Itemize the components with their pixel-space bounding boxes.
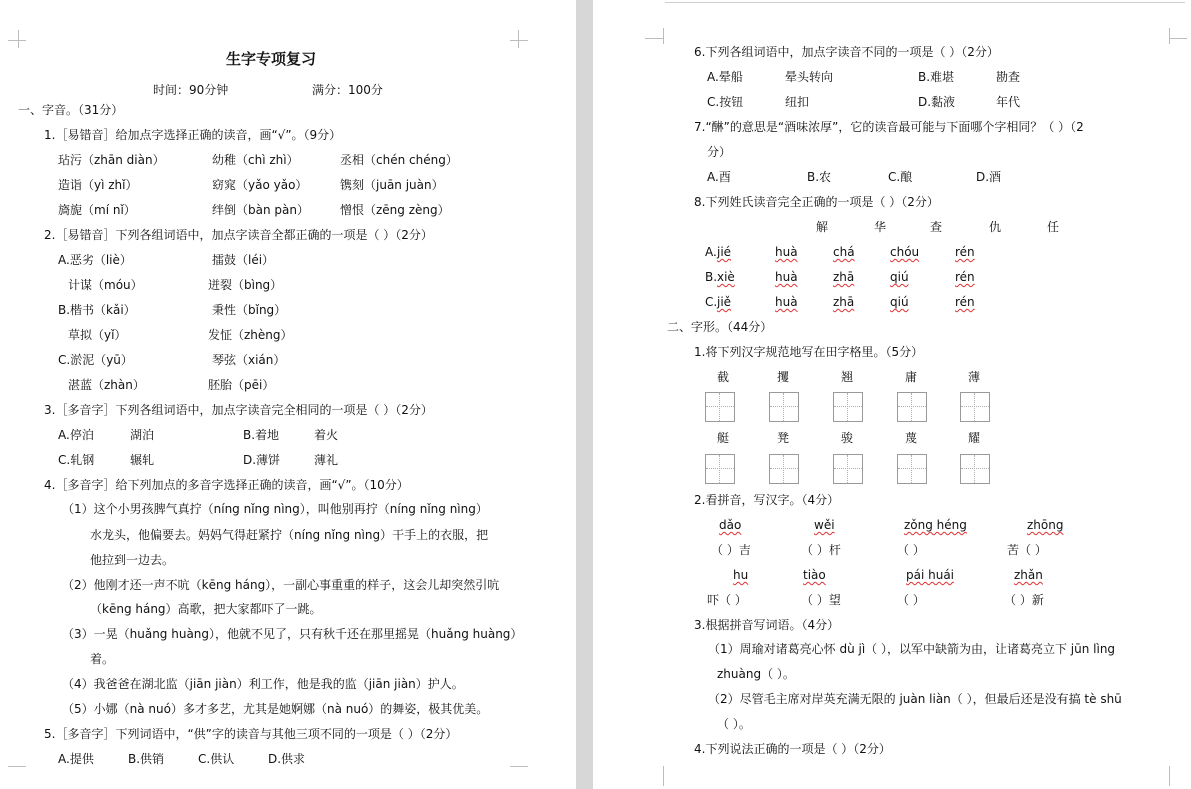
option-text: B.着地 — [243, 428, 280, 442]
copy-char: 耀 — [968, 431, 981, 445]
pinyin-option: rén — [955, 295, 975, 309]
question-stem: 2.看拼音，写汉字。（4分） — [694, 493, 840, 507]
passage-line: （1）周瑜对诸葛亮心怀 dù jì（ ），以军中缺箭为由，让诸葛亮立下 jūn lìng — [708, 642, 1116, 656]
option-text: A.提供 — [58, 752, 94, 766]
writing-grid-box[interactable] — [897, 392, 927, 422]
pinyin-option: chóu — [890, 245, 920, 259]
writing-grid-box[interactable] — [769, 392, 799, 422]
question-stem: 4.［多音字］给下列加点的多音字选择正确的读音，画“√”。（10分） — [44, 478, 409, 492]
pinyin-option: huà — [775, 295, 798, 309]
crop-mark — [510, 30, 528, 41]
copy-char: 薄 — [968, 370, 981, 384]
answer-blank[interactable]: （ ）吉 — [711, 543, 751, 557]
copy-char: 庸 — [905, 370, 918, 384]
passage-line: （3）一晃（huǎng huàng），他就不见了，只有秋千还在那里摇晃（huǎng huàng） — [62, 627, 523, 641]
option-text: A.酉 — [707, 170, 731, 184]
crop-mark — [1169, 766, 1180, 786]
option-text: 琴弦（xián） — [212, 353, 286, 367]
question-stem: 4.下列说法正确的一项是（ ）（2分） — [694, 742, 891, 756]
pinyin-choice: 丞相（chén chéng） — [340, 153, 458, 167]
option-text: C.酿 — [888, 170, 913, 184]
page-left — [0, 0, 573, 789]
option-text: C.供认 — [198, 752, 235, 766]
pinyin-option: jié — [717, 245, 732, 259]
option-text: 辗轧 — [130, 453, 155, 467]
copy-char: 攫 — [777, 370, 790, 384]
answer-blank[interactable]: （ ）杆 — [801, 543, 841, 557]
pinyin-choice: 镌刻（juān juàn） — [340, 178, 444, 192]
option-text: 迸裂（bìng） — [208, 278, 283, 292]
question-stem: 1.［易错音］给加点字选择正确的读音，画“√”。（9分） — [44, 128, 342, 142]
section-heading: 二、字形。（44分） — [667, 320, 773, 334]
crop-mark — [8, 766, 26, 777]
option-text: 草拟（yǐ） — [68, 328, 127, 342]
answer-blank[interactable]: 苦（ ） — [1007, 543, 1047, 557]
writing-grid-box[interactable] — [705, 392, 735, 422]
pinyin-option: huà — [775, 245, 798, 259]
option-text: C.按钮 — [707, 95, 744, 109]
writing-grid-box[interactable] — [833, 392, 863, 422]
option-text: C.淤泥（yū） — [58, 353, 133, 367]
writing-grid-box[interactable] — [705, 454, 735, 484]
option-text: 薄礼 — [314, 453, 339, 467]
pinyin-prompt: tiào — [803, 568, 826, 582]
question-stem: 6.下列各组词语中，加点字读音不同的一项是（ ）（2分） — [694, 45, 999, 59]
option-text: 纽扣 — [785, 95, 810, 109]
passage-line: （2）他刚才还一声不吭（kēng háng），一副心事重重的样子，这会儿却突然引吭 — [62, 578, 500, 592]
page-top-rule — [665, 2, 1185, 3]
answer-blank[interactable]: 吓（ ） — [707, 593, 747, 607]
option-text: B.难堪 — [918, 70, 955, 84]
crop-mark — [653, 766, 664, 786]
option-text: D.黏液 — [918, 95, 956, 109]
passage-line: （kēng háng）高歌，把大家都吓了一跳。 — [90, 602, 322, 616]
crop-mark — [1169, 28, 1187, 39]
exam-score: 满分：100分 — [312, 83, 383, 97]
option-text: B.供销 — [128, 752, 165, 766]
exam-time: 时间：90分钟 — [153, 83, 229, 97]
page-right — [593, 0, 1191, 789]
pinyin-prompt: hu — [733, 568, 749, 582]
copy-char: 蔑 — [905, 431, 918, 445]
option-text: B.农 — [807, 170, 832, 184]
option-text: A.恶劣（liè） — [58, 253, 132, 267]
option-text: A.晕船 — [707, 70, 743, 84]
question-stem: 7.“醂”的意思是“酒味浓厚”，它的读音最可能与下面哪个字相同？（ ）（2 — [694, 120, 1084, 134]
pinyin-option: chá — [833, 245, 855, 259]
question-stem: 2.［易错音］下列各组词语中，加点字读音全都正确的一项是（ ）（2分） — [44, 228, 433, 242]
pinyin-option: qiú — [890, 295, 909, 309]
option-text: 晕头转向 — [785, 70, 834, 84]
surname-char: 查 — [930, 220, 943, 234]
surname-char: 解 — [816, 220, 829, 234]
page-gutter — [576, 0, 593, 789]
surname-char: 华 — [874, 220, 887, 234]
option-text: 湖泊 — [130, 428, 155, 442]
pinyin-option: xiè — [717, 270, 735, 284]
pinyin-option: huà — [775, 270, 798, 284]
pinyin-choice: 玷污（zhān diàn） — [58, 153, 165, 167]
option-text: 勘查 — [996, 70, 1021, 84]
crop-mark — [510, 766, 528, 777]
question-stem: 3.［多音字］下列各组词语中，加点字读音完全相同的一项是（ ）（2分） — [44, 403, 433, 417]
question-stem: 5.［多音字］下列词语中，“供”字的读音与其他三项不同的一项是（ ）（2分） — [44, 727, 458, 741]
passage-line: （4）我爸爸在湖北监（jiān jiàn）利工作，他是我的监（jiān jiàn）护人。 — [62, 677, 464, 691]
pinyin-choice: 旖旎（mí nǐ） — [58, 203, 136, 217]
option-text: D.酒 — [976, 170, 1002, 184]
copy-char: 翘 — [841, 370, 854, 384]
pinyin-prompt: wěi — [814, 518, 835, 532]
writing-grid-box[interactable] — [960, 454, 990, 484]
pinyin-option: rén — [955, 270, 975, 284]
copy-char: 凳 — [777, 431, 790, 445]
option-text: A.停泊 — [58, 428, 94, 442]
passage-line: （ ）。 — [717, 717, 751, 731]
passage-line: （5）小娜（nà nuó）多才多艺，尤其是她婀娜（nà nuó）的舞姿，极其优美。 — [62, 702, 489, 716]
passage-line: （2）尽管毛主席对岸英充满无限的 juàn liàn（ ），但最后还是没有搞 tè shū — [708, 692, 1122, 706]
option-text: B.楷书（kǎi） — [58, 303, 136, 317]
option-label: A. — [705, 245, 717, 259]
option-label: C. — [705, 295, 718, 309]
option-label: B. — [705, 270, 718, 284]
pinyin-prompt: dǎo — [719, 518, 742, 532]
page-title: 生字专项复习 — [226, 50, 317, 68]
pinyin-option: jiě — [717, 295, 732, 309]
question-stem: 8.下列姓氏读音完全正确的一项是（ ）（2分） — [694, 195, 939, 209]
crop-mark — [645, 28, 663, 39]
answer-blank[interactable]: （ ） — [897, 593, 925, 607]
copy-char: 截 — [717, 370, 730, 384]
option-text: D.供求 — [268, 752, 306, 766]
option-text: 计谋（móu） — [68, 278, 143, 292]
section-heading: 一、字音。（31分） — [18, 103, 124, 117]
copy-char: 艇 — [717, 431, 730, 445]
pinyin-option: zhā — [833, 295, 855, 309]
passage-line: zhuàng（ ）。 — [717, 667, 795, 681]
pinyin-option: qiú — [890, 270, 909, 284]
option-text: 湛蓝（zhàn） — [68, 378, 145, 392]
pinyin-choice: 绊倒（bàn pàn） — [212, 203, 309, 217]
question-stem: 3.根据拼音写词语。（4分） — [694, 618, 840, 632]
option-text: C.轧钢 — [58, 453, 95, 467]
pinyin-choice: 憎恨（zēng zèng） — [340, 203, 450, 217]
question-stem: 1.将下列汉字规范地写在田字格里。（5分） — [694, 345, 924, 359]
pinyin-option: rén — [955, 245, 975, 259]
option-text: 着火 — [314, 428, 339, 442]
pinyin-prompt: zǒng héng — [904, 518, 967, 532]
passage-line: （1）这个小男孩脾气真拧（níng nǐng nìng），叫他别再拧（níng nǐng nìng） — [62, 502, 488, 516]
option-text: 发怔（zhèng） — [208, 328, 293, 342]
surname-char: 任 — [1047, 220, 1060, 234]
passage-line: 着。 — [90, 652, 115, 666]
writing-grid-box[interactable] — [960, 392, 990, 422]
option-text: 秉性（bǐng） — [212, 303, 287, 317]
writing-grid-box[interactable] — [833, 454, 863, 484]
option-text: D.薄饼 — [243, 453, 281, 467]
surname-char: 仇 — [989, 220, 1002, 234]
answer-blank[interactable]: （ ）新 — [1004, 593, 1044, 607]
answer-blank[interactable]: （ ） — [897, 543, 925, 557]
option-text: 擂鼓（léi） — [212, 253, 275, 267]
option-text: 胚胎（pēi） — [208, 378, 275, 392]
writing-grid-box[interactable] — [897, 454, 927, 484]
passage-line: 他拉到一边去。 — [90, 553, 175, 567]
pinyin-prompt: zhōng — [1027, 518, 1064, 532]
question-stem-cont: 分） — [707, 145, 732, 159]
pinyin-choice: 幼稚（chì zhì） — [212, 153, 299, 167]
answer-blank[interactable]: （ ）望 — [801, 593, 841, 607]
crop-mark — [8, 30, 26, 41]
pinyin-option: zhā — [833, 270, 855, 284]
passage-line: 水龙头，他偏要去。妈妈气得赶紧拧（níng nǐng nìng）干手上的衣服，把 — [90, 528, 489, 542]
pinyin-choice: 造诣（yì zhǐ） — [58, 178, 138, 192]
option-text: 年代 — [996, 95, 1021, 109]
pinyin-choice: 窈窕（yǎo yǎo） — [212, 178, 308, 192]
copy-char: 骏 — [841, 431, 854, 445]
pinyin-prompt: zhǎn — [1014, 568, 1043, 582]
pinyin-prompt: pái huái — [906, 568, 955, 582]
writing-grid-box[interactable] — [769, 454, 799, 484]
